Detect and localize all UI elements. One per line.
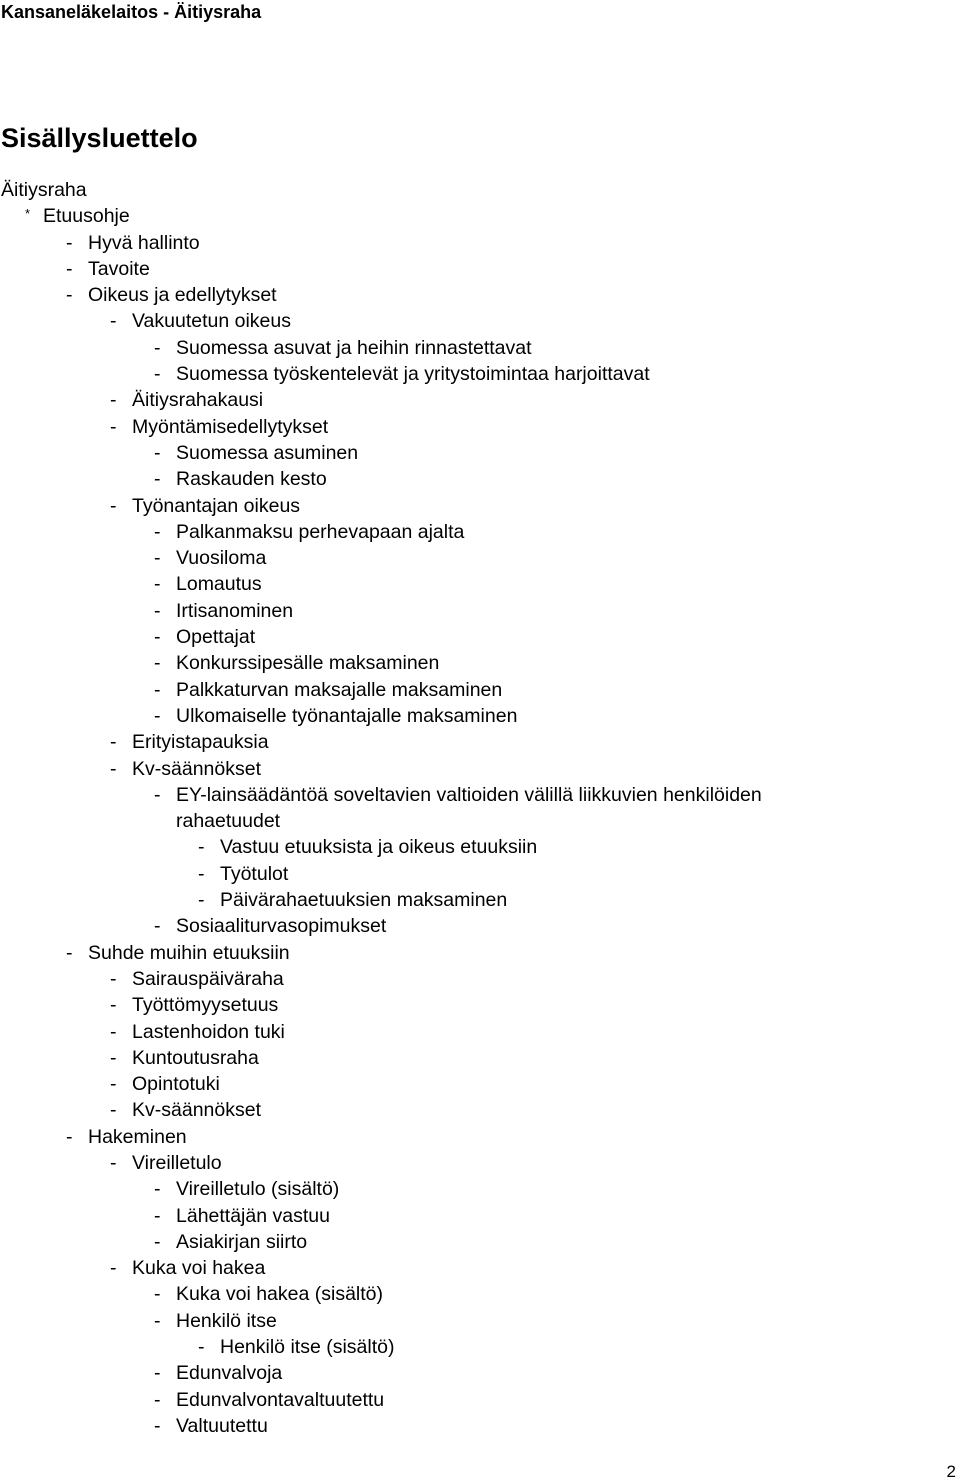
toc-entry-label[interactable]: Kuntoutusraha [132, 1046, 259, 1069]
toc-entry[interactable] [0, 1071, 960, 1097]
toc-entry-label[interactable]: Edunvalvoja [176, 1362, 283, 1385]
toc-entry-label[interactable]: Hakeminen [88, 1125, 187, 1148]
toc-bullet-marker: - [154, 1283, 161, 1306]
toc-entry[interactable] [0, 887, 960, 913]
toc-bullet-marker: - [154, 336, 161, 359]
toc-entry-label[interactable]: Palkanmaksu perhevapaan ajalta [176, 520, 465, 543]
toc-bullet-marker: - [154, 1178, 161, 1201]
page-number: 2 [946, 1462, 956, 1481]
toc-entry-label[interactable]: Palkkaturvan maksajalle maksaminen [176, 678, 503, 701]
toc-bullet-marker: - [154, 599, 161, 622]
toc-entry[interactable] [0, 1019, 960, 1045]
toc-bullet-marker: - [110, 994, 117, 1017]
toc-entry[interactable] [0, 1334, 960, 1360]
toc-entry[interactable] [0, 913, 960, 939]
toc-entry[interactable] [0, 834, 960, 860]
toc-entry-label[interactable]: Asiakirjan siirto [176, 1230, 308, 1253]
toc-entry-label[interactable]: Lähettäjän vastuu [176, 1204, 330, 1227]
toc-entry[interactable] [0, 493, 960, 519]
toc-entry-label[interactable]: Äitiysrahakausi [132, 389, 264, 412]
toc-bullet-marker: - [198, 1336, 205, 1359]
toc-entry[interactable] [0, 1150, 960, 1176]
toc-bullet-marker: - [110, 389, 117, 412]
toc-bullet-marker: * [25, 206, 31, 222]
toc-bullet-marker: - [154, 1414, 161, 1437]
toc-bullet-marker: - [154, 547, 161, 570]
toc-bullet-marker: - [66, 257, 73, 280]
toc-entry-label[interactable]: Työtulot [220, 862, 289, 885]
toc-entry[interactable] [0, 230, 960, 256]
toc-entry[interactable] [0, 1203, 960, 1229]
toc-bullet-marker: - [66, 231, 73, 254]
toc-bullet-marker: - [110, 1046, 117, 1069]
toc-entry[interactable] [0, 940, 960, 966]
toc-entry-label[interactable]: Henkilö itse (sisältö) [220, 1336, 395, 1359]
toc-entry-label[interactable]: Etuusohje [43, 205, 130, 228]
toc-entry-label[interactable]: Vireilletulo [132, 1151, 222, 1174]
toc-entry[interactable] [0, 1176, 960, 1202]
toc-entry-label[interactable]: Vakuutetun oikeus [132, 310, 291, 333]
toc-entry-label[interactable]: Opintotuki [132, 1073, 220, 1096]
toc-entry-label[interactable]: Työnantajan oikeus [132, 494, 301, 517]
toc-entry[interactable] [0, 440, 960, 466]
toc-bullet-marker: - [66, 1125, 73, 1148]
toc-bullet-marker: - [154, 1204, 161, 1227]
toc-entry[interactable] [0, 729, 960, 755]
toc-bullet-marker: - [110, 967, 117, 990]
toc-entry[interactable] [0, 1360, 960, 1386]
toc-bullet-marker: - [110, 757, 117, 780]
toc-entry-label[interactable]: Sairauspäiväraha [132, 967, 284, 990]
toc-entry[interactable] [0, 571, 960, 597]
toc-entry-label[interactable]: Äitiysraha [1, 179, 87, 201]
document-header: Kansaneläkelaitos - Äitiysraha [1, 2, 262, 22]
toc-bullet-marker: - [110, 415, 117, 438]
toc-entry[interactable] [0, 1413, 960, 1439]
toc-entry-label[interactable]: Valtuutettu [176, 1414, 268, 1437]
toc-entry-label[interactable]: Henkilö itse [176, 1309, 277, 1332]
toc-bullet-marker: - [154, 626, 161, 649]
toc-entry-label[interactable]: Suhde muihin etuuksiin [88, 941, 290, 964]
toc-bullet-marker: - [154, 1309, 161, 1332]
toc-entry-label[interactable]: Raskauden kesto [176, 468, 327, 491]
toc-entry[interactable] [0, 1097, 960, 1123]
toc-entry[interactable] [0, 966, 960, 992]
toc-entry[interactable] [0, 1308, 960, 1334]
toc-entry-label[interactable]: Kv-säännökset [132, 1099, 261, 1122]
toc-bullet-marker: - [198, 836, 205, 859]
toc-entry-label[interactable]: Suomessa työskentelevät ja yritystoimintaa harjoittavat [176, 363, 650, 386]
toc-bullet-marker: - [154, 441, 161, 464]
toc-bullet-marker: - [154, 915, 161, 938]
toc-entry-label[interactable]: Suomessa asuminen [176, 441, 359, 464]
toc-entry[interactable] [0, 677, 960, 703]
toc-entry[interactable] [0, 703, 960, 729]
toc-bullet-marker: - [154, 678, 161, 701]
toc-bullet-marker: - [110, 731, 117, 754]
toc-entry-label[interactable]: Erityistapauksia [132, 731, 269, 754]
toc-entry[interactable] [0, 256, 960, 282]
toc-entry-label[interactable]: Oikeus ja edellytykset [88, 284, 277, 307]
toc-entry-label[interactable]: Myöntämisedellytykset [132, 415, 329, 438]
toc-entry[interactable] [0, 992, 960, 1018]
toc-bullet-marker: - [110, 1099, 117, 1122]
toc-entry[interactable] [0, 177, 960, 203]
toc-entry-label[interactable]: Konkurssipesälle maksaminen [176, 652, 440, 675]
toc-entry[interactable] [0, 361, 960, 387]
toc-entry-label[interactable]: Vireilletulo (sisältö) [176, 1178, 340, 1201]
toc-entry[interactable] [0, 519, 960, 545]
toc-entry-label[interactable]: Kv-säännökset [132, 757, 261, 780]
toc-bullet-marker: - [198, 889, 205, 912]
toc-entry-label[interactable]: Edunvalvontavaltuutettu [176, 1388, 385, 1411]
toc-entry[interactable] [0, 808, 960, 834]
toc-entry[interactable] [0, 466, 960, 492]
toc-entry[interactable] [0, 414, 960, 440]
toc-bullet-marker: - [198, 862, 205, 885]
toc-entry-label[interactable]: Kuka voi hakea [132, 1257, 266, 1280]
toc-entry-label[interactable]: Lastenhoidon tuki [132, 1020, 285, 1043]
toc-bullet-marker: - [154, 704, 161, 727]
toc-entry-label[interactable]: Kuka voi hakea (sisältö) [176, 1283, 384, 1306]
toc-bullet-marker: - [154, 1388, 161, 1411]
toc-entry[interactable] [0, 1229, 960, 1255]
toc-entry-label[interactable]: Suomessa asuvat ja heihin rinnastettavat [176, 336, 532, 359]
toc-entry-label[interactable]: Hyvä hallinto [88, 231, 200, 254]
toc-entry-label[interactable]: Tavoite [88, 257, 150, 280]
table-of-contents [0, 177, 960, 1439]
toc-bullet-marker: - [154, 468, 161, 491]
toc-entry[interactable] [0, 308, 960, 334]
toc-bullet-marker: - [154, 363, 161, 386]
toc-entry[interactable] [0, 598, 960, 624]
toc-entry[interactable] [0, 545, 960, 571]
toc-entry-label[interactable]: Lomautus [176, 573, 262, 596]
toc-entry-label[interactable]: Työttömyysetuus [132, 994, 279, 1017]
toc-bullet-marker: - [66, 941, 73, 964]
toc-bullet-marker: - [110, 1020, 117, 1043]
toc-entry[interactable] [0, 624, 960, 650]
toc-bullet-marker: - [110, 1073, 117, 1096]
toc-bullet-marker: - [154, 1362, 161, 1385]
toc-entry-label[interactable]: Päivärahaetuuksien maksaminen [220, 889, 508, 912]
toc-entry[interactable] [0, 782, 960, 808]
toc-entry[interactable] [0, 1387, 960, 1413]
toc-bullet-marker: - [110, 1257, 117, 1280]
toc-entry[interactable] [0, 203, 960, 229]
toc-entry[interactable] [0, 1281, 960, 1307]
toc-entry[interactable] [0, 1255, 960, 1281]
toc-entry-label[interactable]: Irtisanominen [176, 599, 294, 622]
toc-entry-label[interactable]: EY-lainsäädäntöä soveltavien valtioiden välillä liikkuvien henkilöiden [176, 783, 762, 806]
toc-entry-label[interactable]: rahaetuudet [176, 810, 281, 833]
toc-entry[interactable] [0, 1045, 960, 1071]
toc-bullet-marker: - [154, 652, 161, 675]
toc-bullet-marker: - [110, 494, 117, 517]
toc-entry[interactable] [0, 1124, 960, 1150]
toc-entry-label[interactable]: Vastuu etuuksista ja oikeus etuuksiin [220, 836, 538, 859]
toc-entry-label[interactable]: Vuosiloma [176, 547, 267, 570]
toc-entry-label[interactable]: Opettajat [176, 626, 256, 649]
toc-bullet-marker: - [154, 1230, 161, 1253]
toc-bullet-marker: - [154, 520, 161, 543]
toc-bullet-marker: - [154, 783, 161, 806]
toc-bullet-marker: - [110, 310, 117, 333]
toc-bullet-marker: - [66, 284, 73, 307]
toc-entry[interactable] [0, 282, 960, 308]
toc-entry-label[interactable]: Sosiaaliturvasopimukset [176, 915, 387, 938]
toc-entry[interactable] [0, 387, 960, 413]
toc-entry[interactable] [0, 650, 960, 676]
toc-entry[interactable] [0, 756, 960, 782]
toc-bullet-marker: - [154, 573, 161, 596]
toc-entry-label[interactable]: Ulkomaiselle työnantajalle maksaminen [176, 704, 518, 727]
toc-entry[interactable] [0, 861, 960, 887]
toc-bullet-marker: - [110, 1151, 117, 1174]
toc-entry[interactable] [0, 335, 960, 361]
toc-title: Sisällysluettelo [1, 123, 198, 153]
